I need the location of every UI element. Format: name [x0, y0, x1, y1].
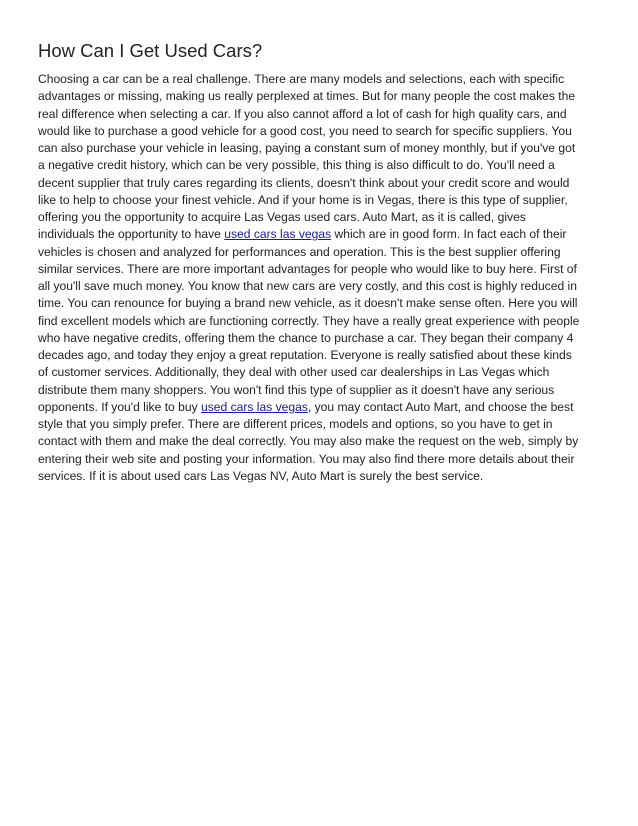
text-line	[38, 364, 604, 381]
text-segment: a negative credit history, which can be very possible, this thing is also difficult to do. You'll need a	[38, 158, 555, 173]
text-line	[38, 399, 604, 416]
text-segment: , you may contact Auto Mart, and choose the best	[307, 399, 574, 414]
text-line	[38, 157, 604, 174]
text-segment: real difference when selecting a car. If you also cannot afford a lot of cash for high quality cars, and	[38, 106, 567, 121]
text-line	[38, 451, 604, 468]
text-segment: similar services. There are more important advantages for people who would like to buy here. First of	[38, 261, 577, 276]
text-segment: vehicles is chosen and analyzed for performances and operation. This is the best supplier offering	[38, 244, 561, 259]
text-segment: would like to purchase a good vehicle for a good cost, you need to search for specific suppliers. You	[38, 123, 572, 138]
text-line	[38, 192, 604, 209]
text-segment: like to help to choose your finest vehicle. And if your home is in Vegas, there is this type of supplier,	[38, 192, 568, 207]
text-segment: decent supplier that truly cares regarding its clients, doesn't think about your credit score and would	[38, 175, 570, 190]
text-line	[38, 433, 604, 450]
text-segment: who have negative credits, offering them the chance to purchase a car. They began their company 4	[38, 330, 574, 345]
text-segment: contact with them and make the deal correctly. You may also make the request on the web, simply by	[38, 434, 579, 449]
text-segment: services. If it is about used cars Las Vegas NV, Auto Mart is surely the best service.	[38, 468, 484, 483]
document-title: How Can I Get Used Cars?	[38, 40, 263, 61]
text-segment: can also purchase your vehicle in leasing, paying a constant sum of money monthly, but if you've got	[38, 141, 576, 155]
text-line	[38, 226, 604, 243]
text-segment: style that you simply prefer. There are different prices, models and options, so you have to get in	[38, 417, 553, 431]
used-cars-las-vegas-link[interactable]: used cars las vegas	[224, 227, 332, 242]
text-segment: find excellent models which are functioning correctly. They have a really great experience with people	[38, 313, 580, 328]
text-segment: distribute them many shoppers. You won't find this type of supplier as it doesn't have any serious	[38, 382, 555, 397]
text-segment: all you'll save much money. You know that new cars are very costly, and this cost is highly reduced in	[38, 279, 577, 293]
text-line	[38, 209, 604, 226]
text-segment: decades ago, and today they enjoy a great reputation. Everyone is really satisfied about these kinds	[38, 348, 572, 362]
used-cars-las-vegas-link[interactable]: used cars las vegas	[201, 399, 308, 414]
text-segment: advantages or missing, making us really perplexed at times. But for many people the cost makes the	[38, 89, 576, 104]
text-segment: of customer services. Additionally, they deal with other used car dealerships in Las Vegas which	[38, 365, 550, 380]
text-line	[38, 88, 604, 105]
text-line	[38, 278, 604, 295]
text-line	[38, 106, 604, 123]
text-line	[38, 330, 604, 347]
text-line	[38, 313, 604, 330]
text-line	[38, 244, 604, 261]
text-line	[38, 71, 604, 88]
text-line	[38, 416, 604, 433]
text-line	[38, 175, 604, 192]
text-line	[38, 140, 604, 157]
text-segment: individuals the opportunity to have	[38, 227, 225, 242]
text-segment: opponents. If you'd like to buy	[38, 399, 201, 414]
text-line	[38, 468, 604, 485]
text-segment: entering their web site and posting your information. You may also find there more details about their	[38, 451, 575, 466]
body-paragraph	[38, 71, 604, 485]
text-line	[38, 347, 604, 364]
text-line	[38, 382, 604, 399]
text-line	[38, 295, 604, 312]
text-segment: Choosing a car can be a real challenge. There are many models and selections, each with specific	[38, 72, 565, 86]
text-line	[38, 261, 604, 278]
text-segment: time. You can renounce for buying a brand new vehicle, as it doesn't make sense often. Here you will	[38, 296, 578, 311]
text-segment: which are in good form. In fact each of their	[331, 227, 567, 242]
text-line	[38, 123, 604, 140]
text-segment: offering you the opportunity to acquire Las Vegas used cars. Auto Mart, as it is called, gives	[38, 210, 526, 224]
